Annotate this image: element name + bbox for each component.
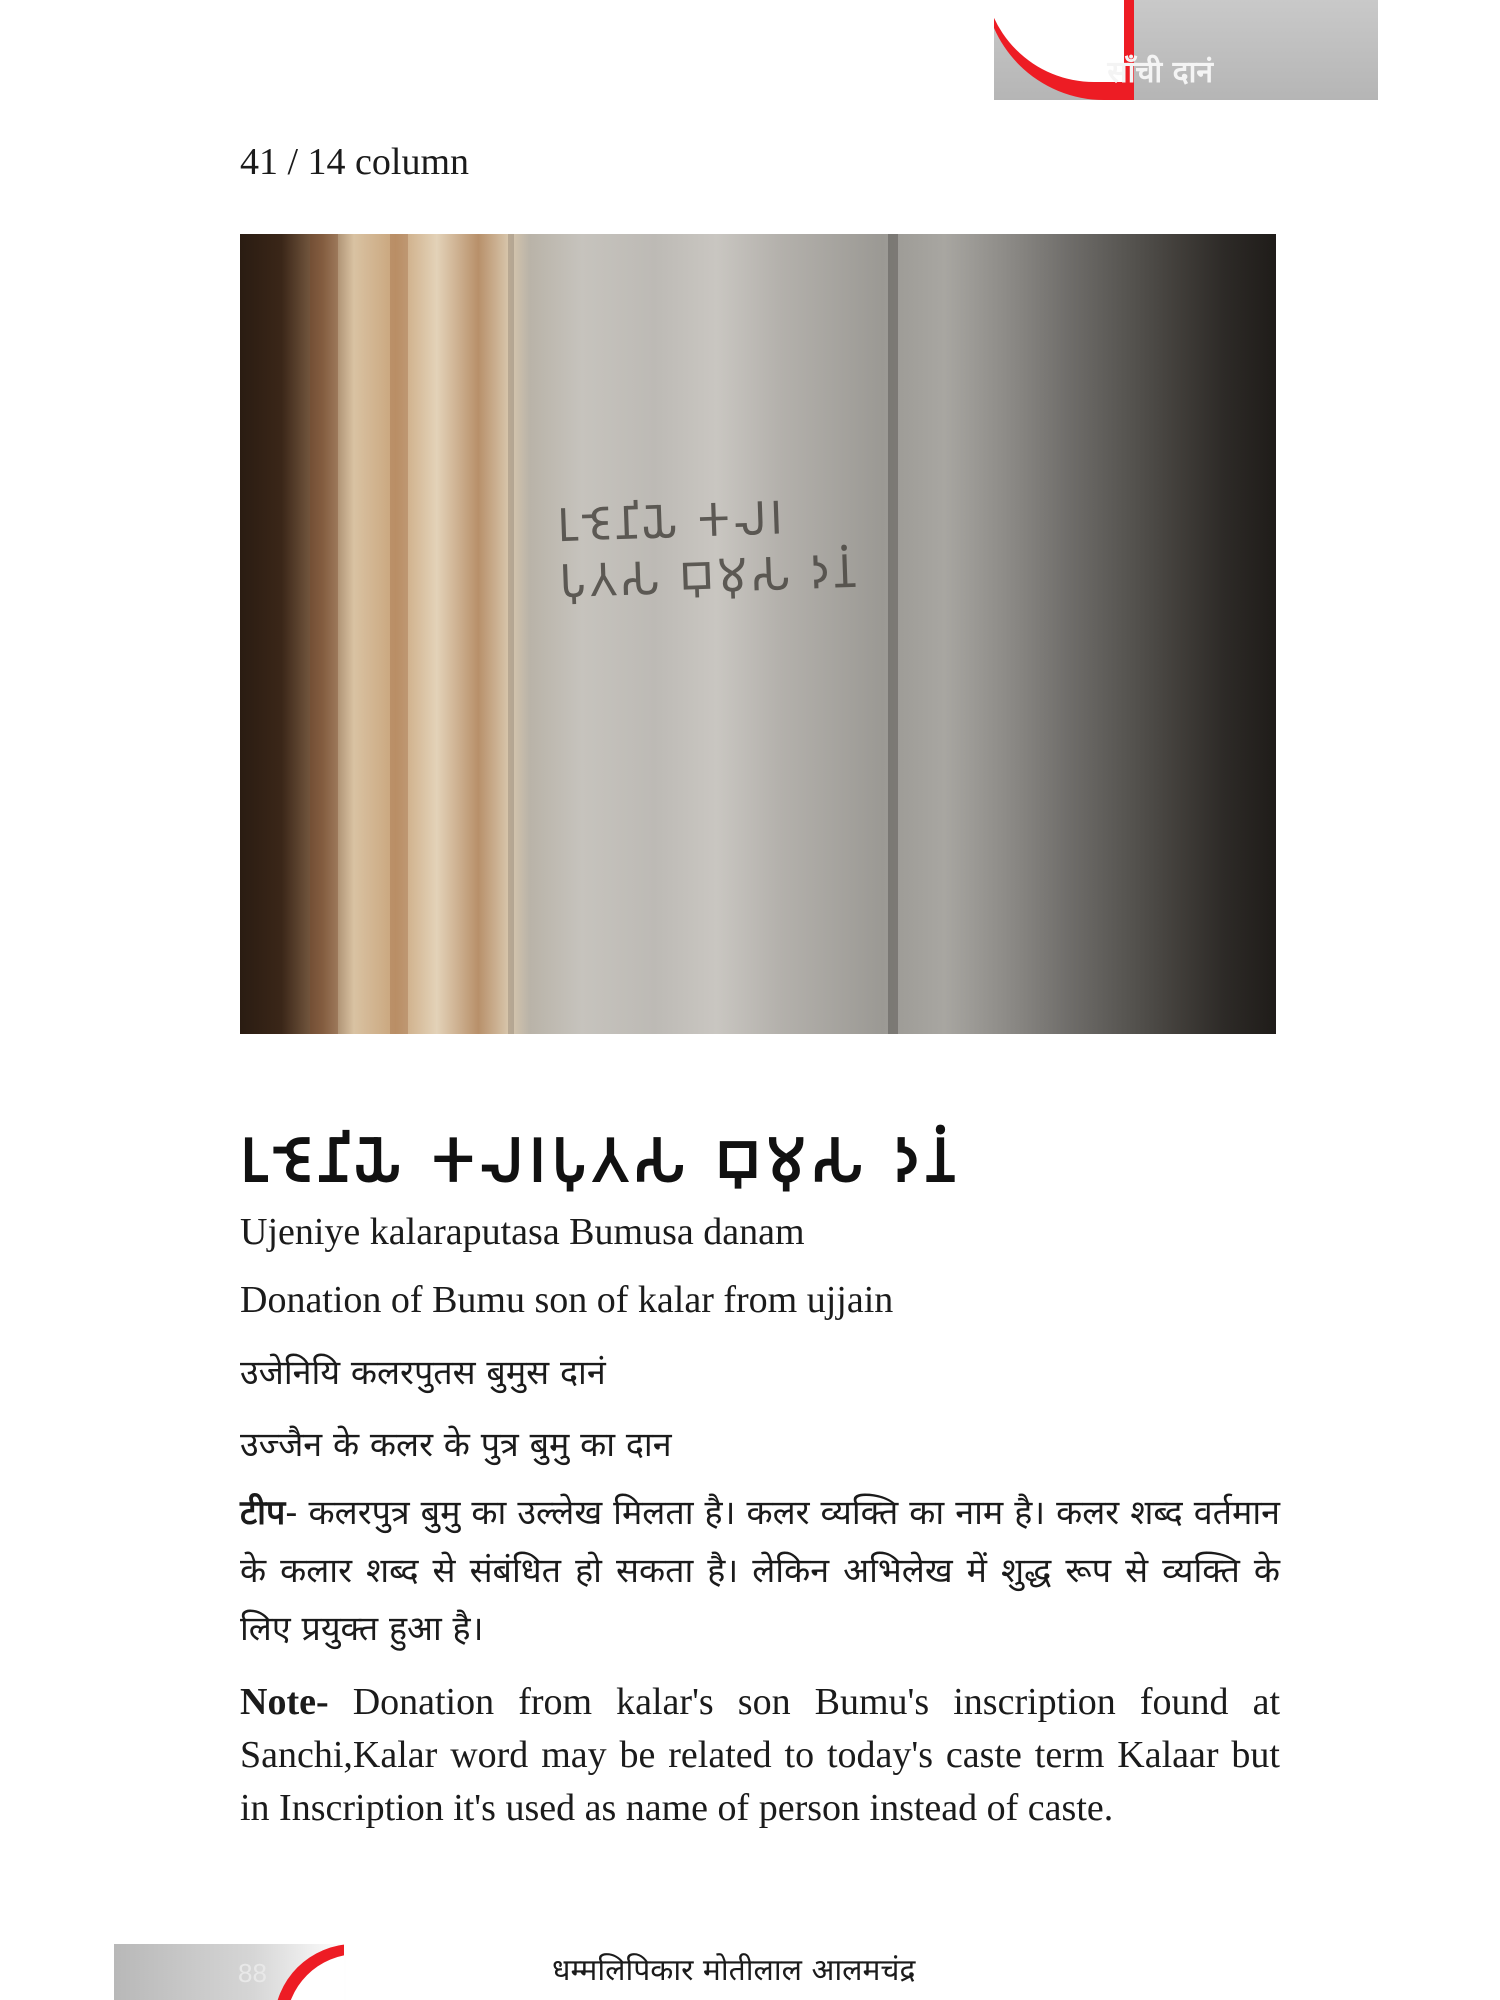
hindi-translation-line: उज्जैन के कलर के पुत्र बुमु का दान [240,1425,672,1465]
brahmi-script-text: 𑀉𑀚𑁂𑀦𑀺𑀬𑁂 𑀓𑀮𑀭𑀧𑀼𑀢𑀲 𑀩𑀼𑀫𑀼𑀲 𑀤𑀦𑀁 [240,1126,961,1196]
photo-caption: 41 / 14 column [240,141,470,183]
header-tab [994,0,1378,100]
transliteration-line: Ujeniye kalaraputasa Bumusa danam [240,1211,805,1253]
translation-line: Donation of Bumu son of kalar from ujjain [240,1279,894,1321]
header-tab-title: साँची दानं [1107,55,1213,90]
carved-line: 𑀉𑀚𑁂𑀦𑀺𑀬𑁂 𑀓𑀮𑀭 [556,490,787,553]
carved-line: 𑀧𑀼𑀢𑀲 𑀩𑀼𑀫𑀼𑀲 𑀤𑀦𑀁 [558,543,861,609]
footer-tab [114,1944,344,2000]
note-paragraph [240,1676,1280,1835]
photo-rust-streak [390,234,408,1034]
photo-rust-streak [310,234,338,1034]
note-text: Donation from kalar's son Bumu's inscription found at Sanchi,Kalar word may be related to today's caste term Kalaar but in Inscription it's used as name of person instead of caste. [240,1681,1280,1829]
note-label: Note- [240,1681,329,1723]
hindi-transliteration-line: उजेनियि कलरपुतस बुमुस दानं [240,1353,606,1393]
header-white-arc [994,0,1124,82]
page-number: 88 [238,1958,267,1988]
footer-author: धम्मलिपिकार मोतीलाल आलमचंद्र [552,1953,916,1988]
photo-crack [508,234,514,1034]
tip-label: टीप [240,1493,286,1533]
photo-crack [888,234,898,1034]
inscription-photo [240,234,1276,1034]
tip-paragraph [240,1484,1280,1658]
carved-inscription [556,487,860,609]
tip-text: - कलरपुत्र बुमु का उल्लेख मिलता है। कलर व्यक्ति का नाम है। कलर शब्द वर्तमान के कलार शब्द से संबंधित हो सकता है। लेकिन अभिलेख में शुद्ध रूप से व्यक्ति के लिए प्रयुक्त हुआ है। [240,1493,1280,1649]
